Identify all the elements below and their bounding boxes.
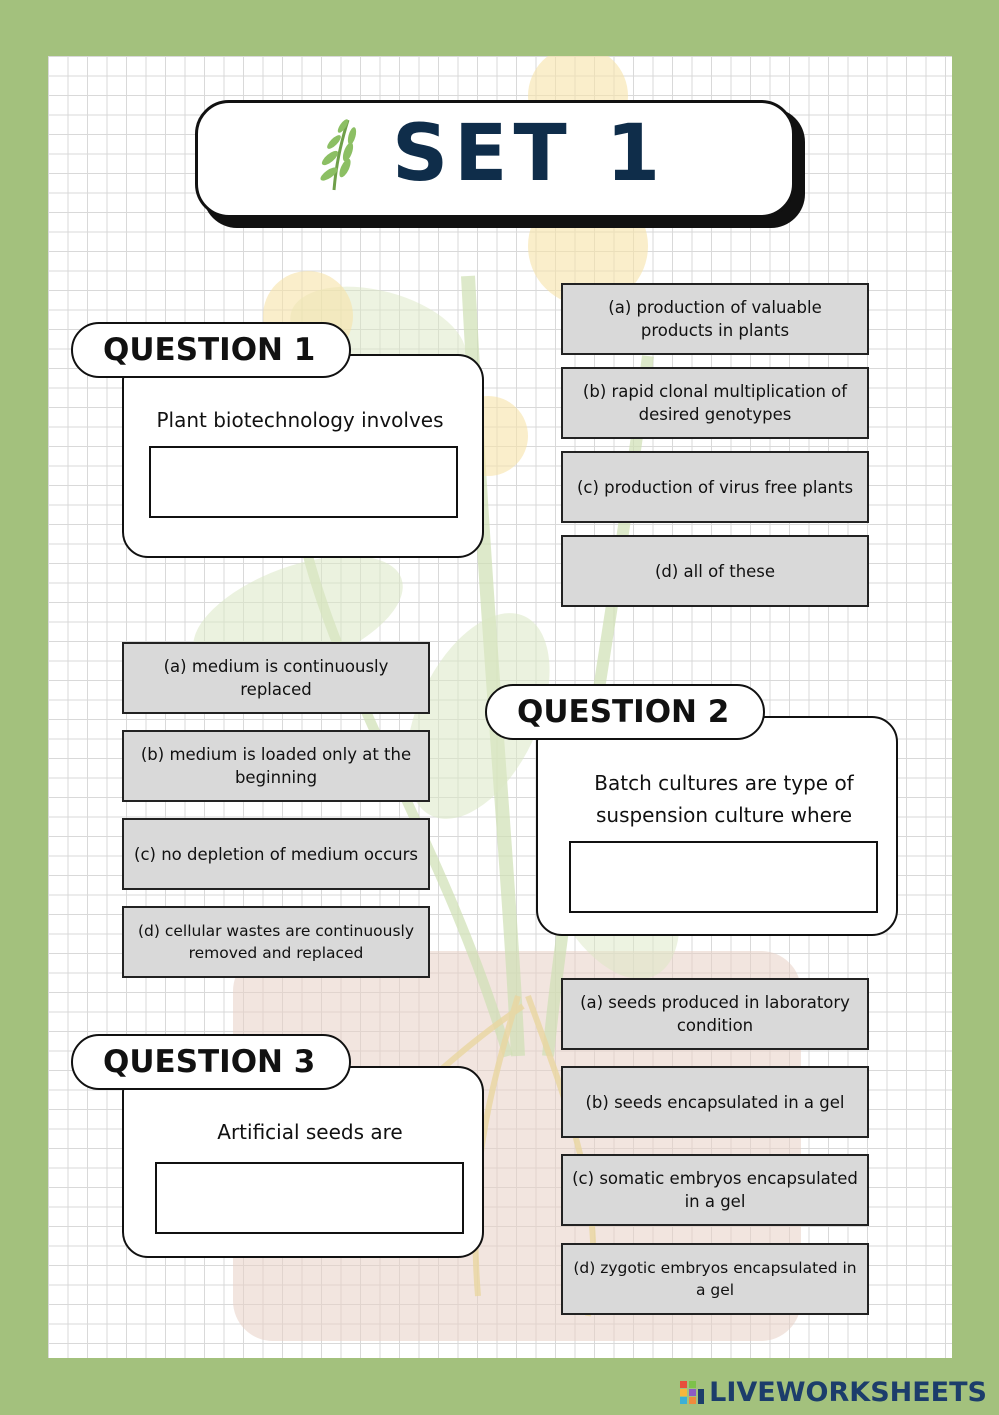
question-3-answer-drop-zone[interactable] (155, 1162, 464, 1234)
question-3-prompt: Artificial seeds are (217, 1120, 403, 1144)
question-2-answer-drop-zone[interactable] (569, 841, 878, 913)
question-2-option-b[interactable]: (b) medium is loaded only at the beginning (122, 730, 430, 802)
question-1-answer-drop-zone[interactable] (149, 446, 458, 518)
question-1-option-b[interactable]: (b) rapid clonal multiplication of desired genotypes (561, 367, 869, 439)
liveworksheets-brand (679, 1372, 987, 1412)
question-2-option-c[interactable]: (c) no depletion of medium occurs (122, 818, 430, 890)
question-2-label: QUESTION 2 (485, 684, 765, 740)
question-1-label: QUESTION 1 (71, 322, 351, 378)
liveworksheets-logo-icon (679, 1379, 705, 1405)
question-3-option-d[interactable]: (d) zygotic embryos encapsulated in a gel (561, 1243, 869, 1315)
question-1-prompt: Plant biotechnology involves (156, 408, 444, 432)
page-title: SET 1 (392, 109, 667, 199)
question-3-option-c[interactable]: (c) somatic embryos encapsulated in a gel (561, 1154, 869, 1226)
question-2-prompt: Batch cultures are type of suspension culture where (594, 771, 854, 827)
question-3-option-b[interactable]: (b) seeds encapsulated in a gel (561, 1066, 869, 1138)
question-2-option-d[interactable]: (d) cellular wastes are continuously removed and replaced (122, 906, 430, 978)
question-1-option-c[interactable]: (c) production of virus free plants (561, 451, 869, 523)
question-1-option-d[interactable]: (d) all of these (561, 535, 869, 607)
question-1-option-a[interactable]: (a) production of valuable products in plants (561, 283, 869, 355)
question-3-label: QUESTION 3 (71, 1034, 351, 1090)
question-2-option-a[interactable]: (a) medium is continuously replaced (122, 642, 430, 714)
leaf-sprig-icon (312, 116, 362, 192)
question-3-option-a[interactable]: (a) seeds produced in laboratory condition (561, 978, 869, 1050)
brand-name: LIVEWORKSHEETS (709, 1376, 987, 1408)
